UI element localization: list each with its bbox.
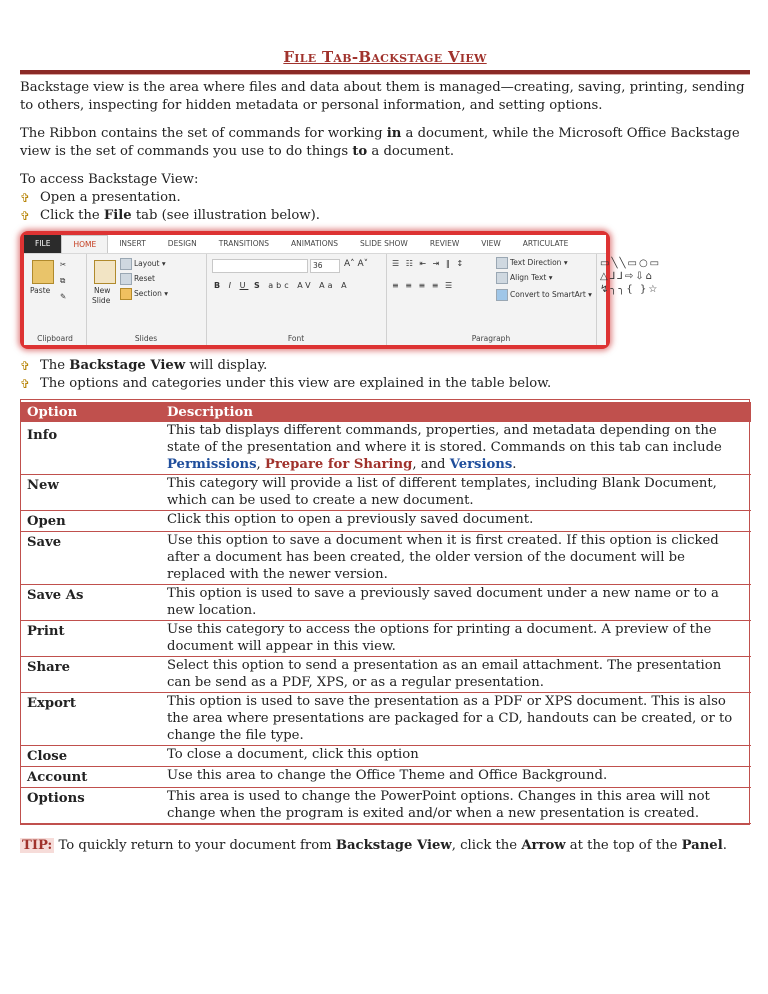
page-title: File Tab-Backstage View [283, 48, 487, 66]
paste-icon [32, 260, 54, 284]
clipboard-group-label: Clipboard [37, 334, 73, 343]
header-option: Option [21, 402, 161, 422]
ribbon-body [24, 254, 662, 345]
description-cell: This area is used to change the PowerPoint options. Changes in this area will not change when the program is exited and/or when a new presentation is created. [161, 788, 751, 824]
cross-bullet-icon: ✞ [20, 191, 31, 205]
cross-bullet-icon: ✞ [20, 377, 31, 391]
description-cell: This tab displays different commands, properties, and metadata depending on the state of the presentation and where it is stored. Commands on this tab can include Permissions, Prepare for Sharing, and Versions. [161, 422, 751, 475]
reset-icon [120, 273, 132, 285]
table-row [21, 532, 751, 585]
table-row [21, 788, 751, 824]
cross-bullet-icon: ✞ [20, 209, 31, 223]
option-cell: Save As [21, 585, 161, 621]
step-item: ✞ The Backstage View will display. [20, 358, 268, 373]
option-cell: Open [21, 511, 161, 532]
align-text-button[interactable]: Align Text ▾ [496, 272, 553, 284]
intro-paragraph-1: Backstage view is the area where files and data about them is managed—creating, saving, printing, sending to others, inspecting for hidden metadata or personal information, and setting options. [20, 80, 745, 113]
shapes-gallery-icon[interactable]: ▭╲╲▭○▭ △⅃⅃⇨⇩⌂ ↯╮╮{ }☆ [600, 258, 662, 295]
font-group-label: Font [287, 334, 305, 343]
step-item: ✞ Open a presentation. [20, 190, 181, 205]
description-cell: This category will provide a list of different templates, including Blank Document, which can be used to create a new document. [161, 475, 751, 511]
clipboard-group [24, 254, 87, 345]
table-row [21, 621, 751, 657]
layout-button[interactable]: Layout ▾ [120, 258, 166, 270]
font-format-icons[interactable]: B I U S abc AV Aa A [214, 281, 350, 290]
smartart-icon [496, 289, 508, 301]
format-painter-icon[interactable]: ✎ [60, 292, 67, 301]
option-cell: Print [21, 621, 161, 657]
option-cell: New [21, 475, 161, 511]
section-button[interactable]: Section ▾ [120, 288, 168, 300]
tab-file[interactable]: FILE [24, 235, 61, 253]
copy-icon[interactable]: ⧉ [60, 276, 66, 285]
reset-button[interactable]: Reset [120, 273, 155, 285]
slides-group [86, 254, 207, 345]
option-cell: Export [21, 693, 161, 746]
section-icon [120, 288, 132, 300]
paragraph-group [386, 254, 597, 345]
option-cell: Close [21, 746, 161, 767]
access-steps [20, 189, 750, 225]
tab-articulate[interactable]: ARTICULATE [522, 239, 569, 248]
table-row [21, 585, 751, 621]
tab-animations[interactable]: ANIMATIONS [291, 239, 339, 248]
option-cell: Info [21, 422, 161, 475]
align-text-icon [496, 272, 508, 284]
slides-group-label: Slides [134, 334, 158, 343]
ribbon-illustration [20, 231, 662, 349]
table-row [21, 422, 751, 475]
description-cell: This option is used to save the presentation as a PDF or XPS document. This is also the area where presentations are packaged for a CD, handouts can be created, or to change the file type. [161, 693, 751, 746]
alignment-buttons-icon[interactable]: ≡ ≡ ≡ ≡ ☰ [392, 281, 455, 290]
option-cell: Share [21, 657, 161, 693]
options-table-wrap [20, 399, 750, 825]
step-item: ✞ Click the File tab (see illustration below). [20, 208, 320, 223]
tab-review[interactable]: REVIEW [429, 239, 460, 248]
tab-transitions[interactable]: TRANSITIONS [218, 239, 269, 248]
table-row [21, 511, 751, 532]
tab-design[interactable]: DESIGN [167, 239, 197, 248]
description-cell: Use this area to change the Office Theme and Office Background. [161, 767, 751, 788]
description-cell: Click this option to open a previously saved document. [161, 511, 751, 532]
new-slide-icon [94, 260, 116, 284]
font-name-input[interactable] [212, 259, 308, 273]
table-row [21, 746, 751, 767]
description-cell: This option is used to save a previously saved document under a new name or to a new location. [161, 585, 751, 621]
table-row [21, 767, 751, 788]
tab-slide-show[interactable]: SLIDE SHOW [360, 239, 408, 248]
tab-view[interactable]: VIEW [481, 239, 501, 248]
layout-icon [120, 258, 132, 270]
ribbon-tabs [24, 235, 606, 254]
convert-smartart-button[interactable]: Convert to SmartArt ▾ [496, 289, 592, 301]
description-cell: Select this option to send a presentation as an email attachment. The presentation can be send as a PDF, XPS, or as a regular presentation. [161, 657, 751, 693]
table-row [21, 657, 751, 693]
access-heading: To access Backstage View: [20, 172, 199, 187]
new-slide-button-line1[interactable]: New [94, 286, 111, 295]
table-row [21, 693, 751, 746]
description-cell: Use this category to access the options for printing a document. A preview of the document will appear in this view. [161, 621, 751, 657]
tip-paragraph: TIP: To quickly return to your document from Backstage View, click the Arrow at the top of the Panel. [22, 838, 727, 853]
text-direction-button[interactable]: Text Direction ▾ [496, 257, 568, 269]
list-buttons-icon[interactable]: ☰ ☷ ⇤ ⇥ ‖ ↕ [392, 259, 466, 268]
title-rule [20, 70, 750, 75]
tab-insert[interactable]: INSERT [119, 239, 146, 248]
description-cell: To close a document, click this option [161, 746, 751, 767]
document-page [20, 0, 750, 855]
header-description: Description [161, 402, 751, 422]
text-direction-icon [496, 257, 508, 269]
table-header-row [21, 402, 751, 422]
cut-icon[interactable]: ✂ [60, 260, 67, 269]
option-cell: Account [21, 767, 161, 788]
tab-home[interactable]: HOME [61, 235, 108, 253]
paste-button[interactable]: Paste [30, 286, 51, 295]
step-item: ✞ The options and categories under this view are explained in the table below. [20, 376, 552, 391]
cross-bullet-icon: ✞ [20, 359, 31, 373]
grow-font-icon[interactable]: A˄ A˅ [344, 259, 369, 269]
intro-paragraph-2: The Ribbon contains the set of commands for working in a document, while the Microsoft Office Backstage view is the set of commands you use to do things to a document. [20, 126, 740, 159]
new-slide-button-line2[interactable]: Slide [92, 296, 111, 305]
ribbon [24, 235, 662, 345]
tip-label: TIP: [22, 838, 53, 853]
paragraph-group-label: Paragraph [471, 334, 511, 343]
table-row [21, 475, 751, 511]
option-cell: Options [21, 788, 161, 824]
options-table [21, 402, 751, 824]
option-cell: Save [21, 532, 161, 585]
after-steps [20, 357, 750, 393]
font-size-input[interactable]: 36 [310, 259, 340, 273]
font-group [206, 254, 387, 345]
description-cell: Use this option to save a document when it is first created. If this option is clicked after a document has been created, the older version of the document will be replaced with the newer version. [161, 532, 751, 585]
